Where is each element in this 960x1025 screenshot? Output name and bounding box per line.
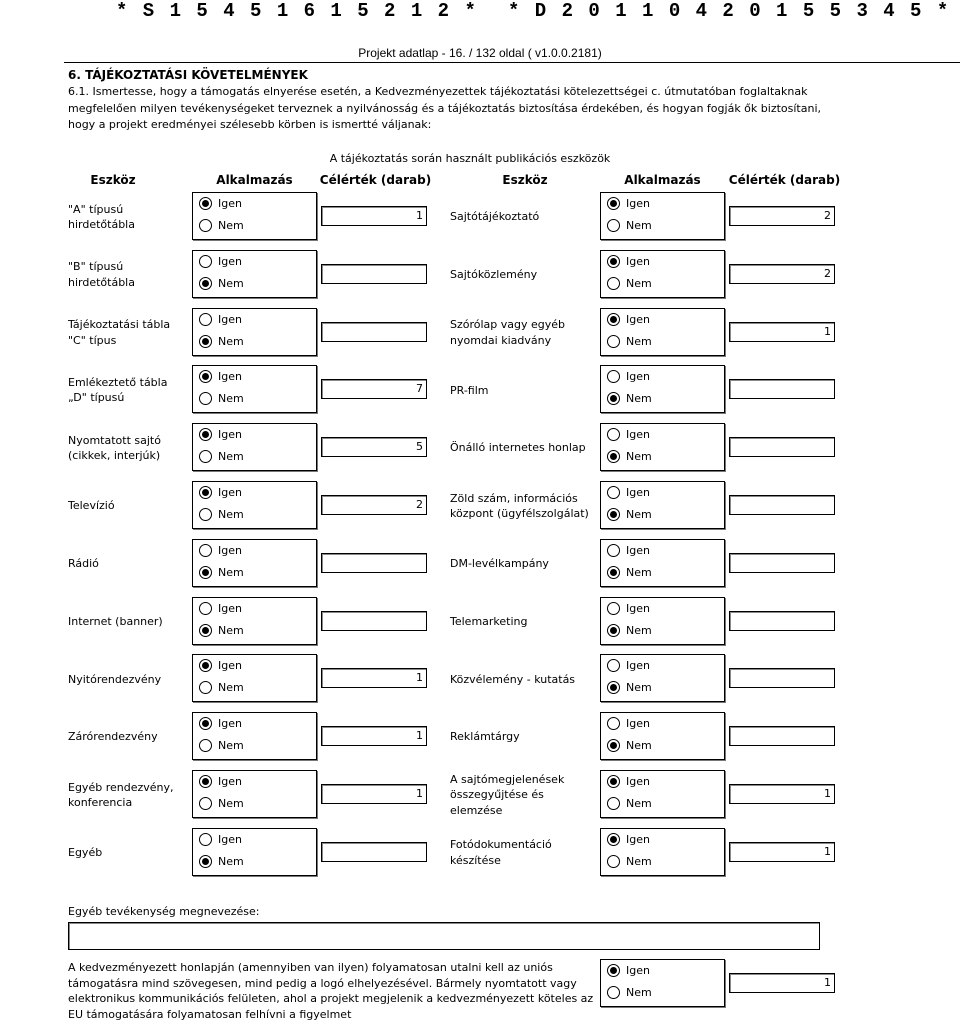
right-row-8-target-field[interactable]	[729, 611, 835, 631]
website-radio-no[interactable]	[607, 986, 620, 999]
left-row-2-radio-no[interactable]	[199, 277, 212, 290]
right-row-8-option-yes[interactable]	[607, 602, 650, 615]
left-row-7-radio-no[interactable]	[199, 566, 212, 579]
right-row-4-option-yes-label: Igen	[626, 370, 650, 384]
right-row-9-radio-no[interactable]	[607, 681, 620, 694]
right-row-11-option-yes[interactable]	[607, 775, 650, 788]
left-row-8-radio-yes[interactable]	[199, 602, 212, 615]
left-row-12-option-no[interactable]	[199, 855, 244, 868]
right-row-5-option-yes[interactable]	[607, 428, 650, 441]
right-row-2-option-no[interactable]	[607, 277, 652, 290]
left-row-12-radio-yes[interactable]	[199, 833, 212, 846]
left-row-4-radio-yes[interactable]	[199, 370, 212, 383]
right-row-12-radio-yes[interactable]	[607, 833, 620, 846]
left-row-8-option-no[interactable]	[199, 624, 244, 637]
right-row-6-option-yes[interactable]	[607, 486, 650, 499]
website-target-field[interactable]: 1	[729, 973, 835, 993]
left-row-6-radio-no[interactable]	[199, 508, 212, 521]
right-row-7-option-no-label: Nem	[626, 565, 652, 579]
col-header-usage-left: Alkalmazás	[216, 173, 293, 187]
right-row-5-usage-radio-group	[600, 423, 725, 471]
right-row-3-option-no[interactable]	[607, 335, 652, 348]
left-row-6-option-no-label: Nem	[218, 508, 244, 521]
right-row-2-target-field[interactable]: 2	[729, 264, 835, 284]
left-row-5-option-yes[interactable]	[199, 428, 242, 441]
right-row-3-tool-label: Szórólap vagy egyéb nyomdai kiadvány	[450, 318, 566, 347]
left-row-1-option-yes-label: Igen	[218, 197, 242, 210]
left-row-12-option-yes-label: Igen	[218, 832, 242, 846]
left-row-1-usage-radio-group	[192, 192, 317, 240]
right-row-3-option-yes-label: Igen	[626, 312, 650, 326]
left-row-2-target-field[interactable]	[321, 264, 427, 284]
right-row-5-option-yes-label: Igen	[626, 428, 650, 442]
left-row-5-option-no[interactable]	[199, 450, 244, 463]
left-row-4-option-yes-label: Igen	[218, 370, 242, 384]
left-row-5-radio-yes[interactable]	[199, 428, 212, 441]
right-row-5-target-field[interactable]	[729, 437, 835, 457]
left-row-1-tool-label: "A" típusú hirdetőtábla	[68, 202, 135, 231]
right-row-2-radio-yes[interactable]	[607, 255, 620, 268]
left-row-1-radio-no[interactable]	[199, 219, 212, 232]
left-row-7-option-yes[interactable]	[199, 544, 242, 557]
left-row-1-option-no-label: Nem	[218, 219, 244, 232]
right-row-2-tool-label: Sajtóközlemény	[450, 268, 538, 282]
left-row-10-option-no[interactable]	[199, 739, 244, 752]
right-row-11-usage-radio-group	[600, 770, 725, 818]
right-row-3-radio-yes[interactable]	[607, 313, 620, 326]
table-title: A tájékoztatás során használt publikációs eszközök	[329, 152, 611, 165]
left-row-4-option-no[interactable]	[199, 392, 244, 405]
left-row-2-option-yes-label: Igen	[218, 254, 242, 268]
left-row-10-option-yes[interactable]	[199, 717, 242, 730]
left-row-5-option-no-label: Nem	[218, 450, 244, 464]
right-row-9-radio-yes[interactable]	[607, 659, 620, 672]
left-row-12-target-field[interactable]	[321, 842, 427, 862]
left-row-12-option-yes[interactable]	[199, 833, 242, 846]
right-row-10-radio-yes[interactable]	[607, 717, 620, 730]
left-row-8-usage-radio-group	[192, 597, 317, 645]
right-row-10-option-yes[interactable]	[607, 717, 650, 730]
left-row-11-radio-no[interactable]	[199, 797, 212, 810]
other-activity-label: Egyéb tevékenység megnevezése:	[68, 905, 260, 918]
left-row-7-radio-yes[interactable]	[199, 544, 212, 557]
left-row-1-option-yes[interactable]	[199, 197, 242, 210]
left-row-9-tool-label: Nyitórendezvény	[68, 672, 162, 686]
right-row-11-radio-no[interactable]	[607, 797, 620, 810]
left-row-3-option-yes[interactable]	[199, 313, 242, 326]
left-row-12-tool-label: Egyéb	[68, 846, 103, 860]
right-row-6-option-yes-label: Igen	[626, 486, 650, 499]
right-row-4-radio-no[interactable]	[607, 392, 620, 405]
left-row-10-tool-label: Zárórendezvény	[68, 730, 158, 744]
right-row-5-option-no[interactable]	[607, 450, 652, 463]
left-row-9-target-field[interactable]: 1	[321, 668, 427, 688]
right-row-7-option-yes[interactable]	[607, 544, 650, 557]
left-row-9-option-no[interactable]	[199, 681, 244, 694]
right-row-8-radio-no[interactable]	[607, 624, 620, 637]
left-row-9-radio-yes[interactable]	[199, 659, 212, 672]
right-row-2-option-yes-label: Igen	[626, 254, 650, 268]
left-row-6-option-yes-label: Igen	[218, 486, 242, 499]
left-row-7-option-yes-label: Igen	[218, 543, 242, 557]
right-row-7-tool-label: DM-levélkampány	[450, 557, 549, 571]
left-row-10-usage-radio-group	[192, 712, 317, 760]
left-row-8-option-no-label: Nem	[218, 623, 244, 637]
right-row-2-usage-radio-group	[600, 250, 725, 298]
left-row-11-radio-yes[interactable]	[199, 775, 212, 788]
left-row-6-option-yes[interactable]	[199, 486, 242, 499]
right-row-6-radio-yes[interactable]	[607, 486, 620, 499]
left-row-6-option-no[interactable]	[199, 508, 244, 521]
col-header-tool-right: Eszköz	[502, 173, 548, 187]
left-row-2-option-yes[interactable]	[199, 255, 242, 268]
right-row-6-radio-no[interactable]	[607, 508, 620, 521]
right-row-12-option-no-label: Nem	[626, 854, 652, 868]
left-row-3-radio-no[interactable]	[199, 335, 212, 348]
left-row-9-radio-no[interactable]	[199, 681, 212, 694]
right-row-1-radio-yes[interactable]	[607, 197, 620, 210]
left-row-6-usage-radio-group	[192, 481, 317, 529]
right-row-8-option-no[interactable]	[607, 624, 652, 637]
right-row-10-option-yes-label: Igen	[626, 717, 650, 731]
left-row-11-option-yes-label: Igen	[218, 775, 242, 788]
right-row-7-option-no[interactable]	[607, 566, 652, 579]
right-row-11-target-field[interactable]: 1	[729, 784, 835, 804]
left-row-12-radio-no[interactable]	[199, 855, 212, 868]
left-row-6-tool-label: Televízió	[68, 499, 115, 513]
right-row-3-target-field[interactable]: 1	[729, 322, 835, 342]
right-row-9-tool-label: Közvélemény - kutatás	[450, 672, 576, 686]
left-row-2-option-no[interactable]	[199, 277, 244, 290]
left-row-5-radio-no[interactable]	[199, 450, 212, 463]
barcode-right: * D 2 0 1 1 0 4 2 0 1 5 5 3 4 5 *	[508, 0, 951, 22]
barcode-left: * S 1 5 4 5 1 6 1 5 2 1 2 *	[116, 0, 478, 22]
website-radio-yes[interactable]	[607, 964, 620, 977]
left-row-11-target-field[interactable]: 1	[321, 784, 427, 804]
col-header-usage-right: Alkalmazás	[624, 173, 701, 187]
left-row-5-option-yes-label: Igen	[218, 428, 242, 442]
right-row-11-option-yes-label: Igen	[626, 775, 650, 788]
right-row-3-option-no-label: Nem	[626, 334, 652, 348]
right-row-4-radio-yes[interactable]	[607, 370, 620, 383]
left-row-4-tool-label: Emlékeztető tábla „D" típusú	[68, 375, 168, 405]
left-row-1-radio-yes[interactable]	[199, 197, 212, 210]
left-row-6-target-field[interactable]: 2	[321, 495, 427, 515]
left-row-11-option-no-label: Nem	[218, 797, 244, 810]
left-row-8-option-yes[interactable]	[199, 602, 242, 615]
right-row-10-radio-no[interactable]	[607, 739, 620, 752]
col-header-target-right: Célérték (darab)	[728, 173, 841, 187]
left-row-3-option-no-label: Nem	[218, 334, 244, 348]
right-row-4-option-yes[interactable]	[607, 370, 650, 383]
right-row-6-target-field[interactable]	[729, 495, 835, 515]
right-row-6-option-no[interactable]	[607, 508, 652, 521]
right-row-9-target-field[interactable]	[729, 668, 835, 688]
right-row-8-tool-label: Telemarketing	[450, 614, 528, 628]
right-row-1-option-no[interactable]	[607, 219, 652, 232]
right-row-7-radio-no[interactable]	[607, 566, 620, 579]
section-title: 6. TÁJÉKOZTATÁSI KÖVETELMÉNYEK	[68, 68, 308, 82]
right-row-12-radio-no[interactable]	[607, 855, 620, 868]
right-row-7-target-field[interactable]	[729, 553, 835, 573]
right-row-4-option-no-label: Nem	[626, 392, 652, 406]
left-row-11-option-yes[interactable]	[199, 775, 242, 788]
left-row-4-option-no-label: Nem	[218, 392, 244, 406]
right-row-5-radio-no[interactable]	[607, 450, 620, 463]
right-row-12-tool-label: Fotódokumentáció készítése	[450, 838, 552, 867]
right-row-1-option-yes[interactable]	[607, 197, 650, 210]
right-row-12-option-yes[interactable]	[607, 833, 650, 846]
left-row-1-target-field[interactable]: 1	[321, 206, 427, 226]
page-info: Projekt adatlap - 16. / 132 oldal ( v1.0.0.2181)	[358, 46, 602, 60]
left-row-8-target-field[interactable]	[321, 611, 427, 631]
left-row-11-usage-radio-group	[192, 770, 317, 818]
right-row-4-tool-label: PR-film	[450, 383, 489, 397]
right-row-9-option-no[interactable]	[607, 681, 652, 694]
header-divider	[64, 62, 960, 63]
left-row-2-usage-radio-group	[192, 250, 317, 298]
right-row-10-tool-label: Reklámtárgy	[450, 730, 520, 744]
right-row-9-option-yes-label: Igen	[626, 659, 650, 673]
right-row-4-target-field[interactable]	[729, 379, 835, 399]
left-row-4-option-yes[interactable]	[199, 370, 242, 383]
left-row-3-tool-label: Tájékoztatási tábla "C" típus	[68, 318, 171, 347]
website-usage-radio-group	[600, 959, 725, 1007]
col-header-tool-left: Eszköz	[90, 173, 136, 187]
right-row-8-radio-yes[interactable]	[607, 602, 620, 615]
right-row-2-option-yes[interactable]	[607, 255, 650, 268]
right-row-10-usage-radio-group	[600, 712, 725, 760]
right-row-6-tool-label: Zöld szám, információs központ (ügyfélszolgálat)	[450, 491, 589, 520]
left-row-3-radio-yes[interactable]	[199, 313, 212, 326]
right-row-7-radio-yes[interactable]	[607, 544, 620, 557]
right-row-1-tool-label: Sajtótájékoztató	[450, 210, 540, 224]
right-row-10-option-no[interactable]	[607, 739, 652, 752]
left-row-1-option-no[interactable]	[199, 219, 244, 232]
left-row-7-usage-radio-group	[192, 539, 317, 587]
left-row-10-option-yes-label: Igen	[218, 717, 242, 731]
other-activity-field[interactable]	[68, 922, 820, 950]
left-row-8-option-yes-label: Igen	[218, 601, 242, 615]
right-row-9-option-no-label: Nem	[626, 681, 652, 695]
right-row-2-option-no-label: Nem	[626, 276, 652, 290]
right-row-3-radio-no[interactable]	[607, 335, 620, 348]
right-row-8-option-no-label: Nem	[626, 623, 652, 637]
left-row-3-option-yes-label: Igen	[218, 312, 242, 326]
right-row-2-radio-no[interactable]	[607, 277, 620, 290]
right-row-3-option-yes[interactable]	[607, 313, 650, 326]
website-option-yes-label: Igen	[626, 964, 650, 977]
right-row-12-usage-radio-group	[600, 828, 725, 876]
left-row-10-radio-no[interactable]	[199, 739, 212, 752]
right-row-4-usage-radio-group	[600, 365, 725, 413]
left-row-7-option-no-label: Nem	[218, 565, 244, 579]
right-row-11-radio-yes[interactable]	[607, 775, 620, 788]
left-row-11-tool-label: Egyéb rendezvény, konferencia	[68, 780, 174, 809]
left-row-8-tool-label: Internet (banner)	[68, 614, 163, 628]
right-row-9-option-yes[interactable]	[607, 659, 650, 672]
right-row-1-usage-radio-group	[600, 192, 725, 240]
left-row-10-option-no-label: Nem	[218, 739, 244, 753]
left-row-5-usage-radio-group	[192, 423, 317, 471]
col-header-target-left: Célérték (darab)	[319, 173, 432, 187]
left-row-4-target-field[interactable]: 7	[321, 379, 427, 399]
left-row-9-option-yes[interactable]	[199, 659, 242, 672]
right-row-9-usage-radio-group	[600, 654, 725, 702]
right-row-6-option-no-label: Nem	[626, 508, 652, 521]
left-row-5-target-field[interactable]: 5	[321, 437, 427, 457]
right-row-7-usage-radio-group	[600, 539, 725, 587]
right-row-3-usage-radio-group	[600, 308, 725, 356]
left-row-9-option-no-label: Nem	[218, 681, 244, 695]
left-row-3-target-field[interactable]	[321, 322, 427, 342]
right-row-1-radio-no[interactable]	[607, 219, 620, 232]
right-row-5-option-no-label: Nem	[626, 450, 652, 464]
left-row-9-usage-radio-group	[192, 654, 317, 702]
section-intro: 6.1. Ismertesse, hogy a támogatás elnyerése esetén, a Kedvezményezettek tájékoztatási kötelezettségei c. útmutatóban foglaltaknak megfelelően milyen tevékenységeket terveznek a nyilvánosság és a tájékoztatás biztosítása érdekében, és hogyan fogják ők biztosítani, hogy a projekt eredményei szélesebb körben is ismertté váljanak:	[68, 85, 822, 131]
right-row-11-option-no[interactable]	[607, 797, 652, 810]
left-row-5-tool-label: Nyomtatott sajtó (cikkek, interjúk)	[68, 433, 161, 463]
right-row-1-target-field[interactable]: 2	[729, 206, 835, 226]
left-row-2-option-no-label: Nem	[218, 276, 244, 290]
right-row-6-usage-radio-group	[600, 481, 725, 529]
left-row-12-option-no-label: Nem	[218, 854, 244, 868]
left-row-4-usage-radio-group	[192, 365, 317, 413]
right-row-12-option-yes-label: Igen	[626, 832, 650, 846]
right-row-1-option-yes-label: Igen	[626, 197, 650, 210]
left-row-9-option-yes-label: Igen	[218, 659, 242, 673]
left-row-7-option-no[interactable]	[199, 566, 244, 579]
right-row-1-option-no-label: Nem	[626, 219, 652, 232]
left-row-6-radio-yes[interactable]	[199, 486, 212, 499]
right-row-8-option-yes-label: Igen	[626, 601, 650, 615]
left-row-11-option-no[interactable]	[199, 797, 244, 810]
right-row-11-option-no-label: Nem	[626, 797, 652, 810]
website-option-no-label: Nem	[626, 986, 652, 999]
website-option-no[interactable]	[607, 986, 652, 999]
right-row-12-target-field[interactable]: 1	[729, 842, 835, 862]
left-row-3-option-no[interactable]	[199, 335, 244, 348]
left-row-8-radio-no[interactable]	[199, 624, 212, 637]
right-row-10-option-no-label: Nem	[626, 739, 652, 753]
left-row-10-target-field[interactable]: 1	[321, 726, 427, 746]
right-row-5-radio-yes[interactable]	[607, 428, 620, 441]
left-row-4-radio-no[interactable]	[199, 392, 212, 405]
right-row-11-tool-label: A sajtómegjelenések összegyűjtése és elemzése	[450, 772, 565, 817]
right-row-4-option-no[interactable]	[607, 392, 652, 405]
left-row-7-target-field[interactable]	[321, 553, 427, 573]
right-row-5-tool-label: Önálló internetes honlap	[450, 441, 586, 455]
right-row-12-option-no[interactable]	[607, 855, 652, 868]
right-row-7-option-yes-label: Igen	[626, 543, 650, 557]
left-row-7-tool-label: Rádió	[68, 557, 99, 571]
left-row-12-usage-radio-group	[192, 828, 317, 876]
left-row-2-radio-yes[interactable]	[199, 255, 212, 268]
right-row-10-target-field[interactable]	[729, 726, 835, 746]
right-row-8-usage-radio-group	[600, 597, 725, 645]
website-requirement-text: A kedvezményezett honlapján (amennyiben van ilyen) folyamatosan utalni kell az uniós támogatásra mind szövegesen, mind pedig a logó elhelyezésével. Bármely nyomtatott vagy elektronikus kommunikációs felületen, ahol a projekt megjelenik a kedvezményezett köteles az EU támogatására folyamatosan felhívni a figyelmet	[68, 961, 594, 1021]
left-row-2-tool-label: "B" típusú hirdetőtábla	[68, 260, 135, 289]
left-row-3-usage-radio-group	[192, 308, 317, 356]
website-option-yes[interactable]	[607, 964, 650, 977]
left-row-10-radio-yes[interactable]	[199, 717, 212, 730]
